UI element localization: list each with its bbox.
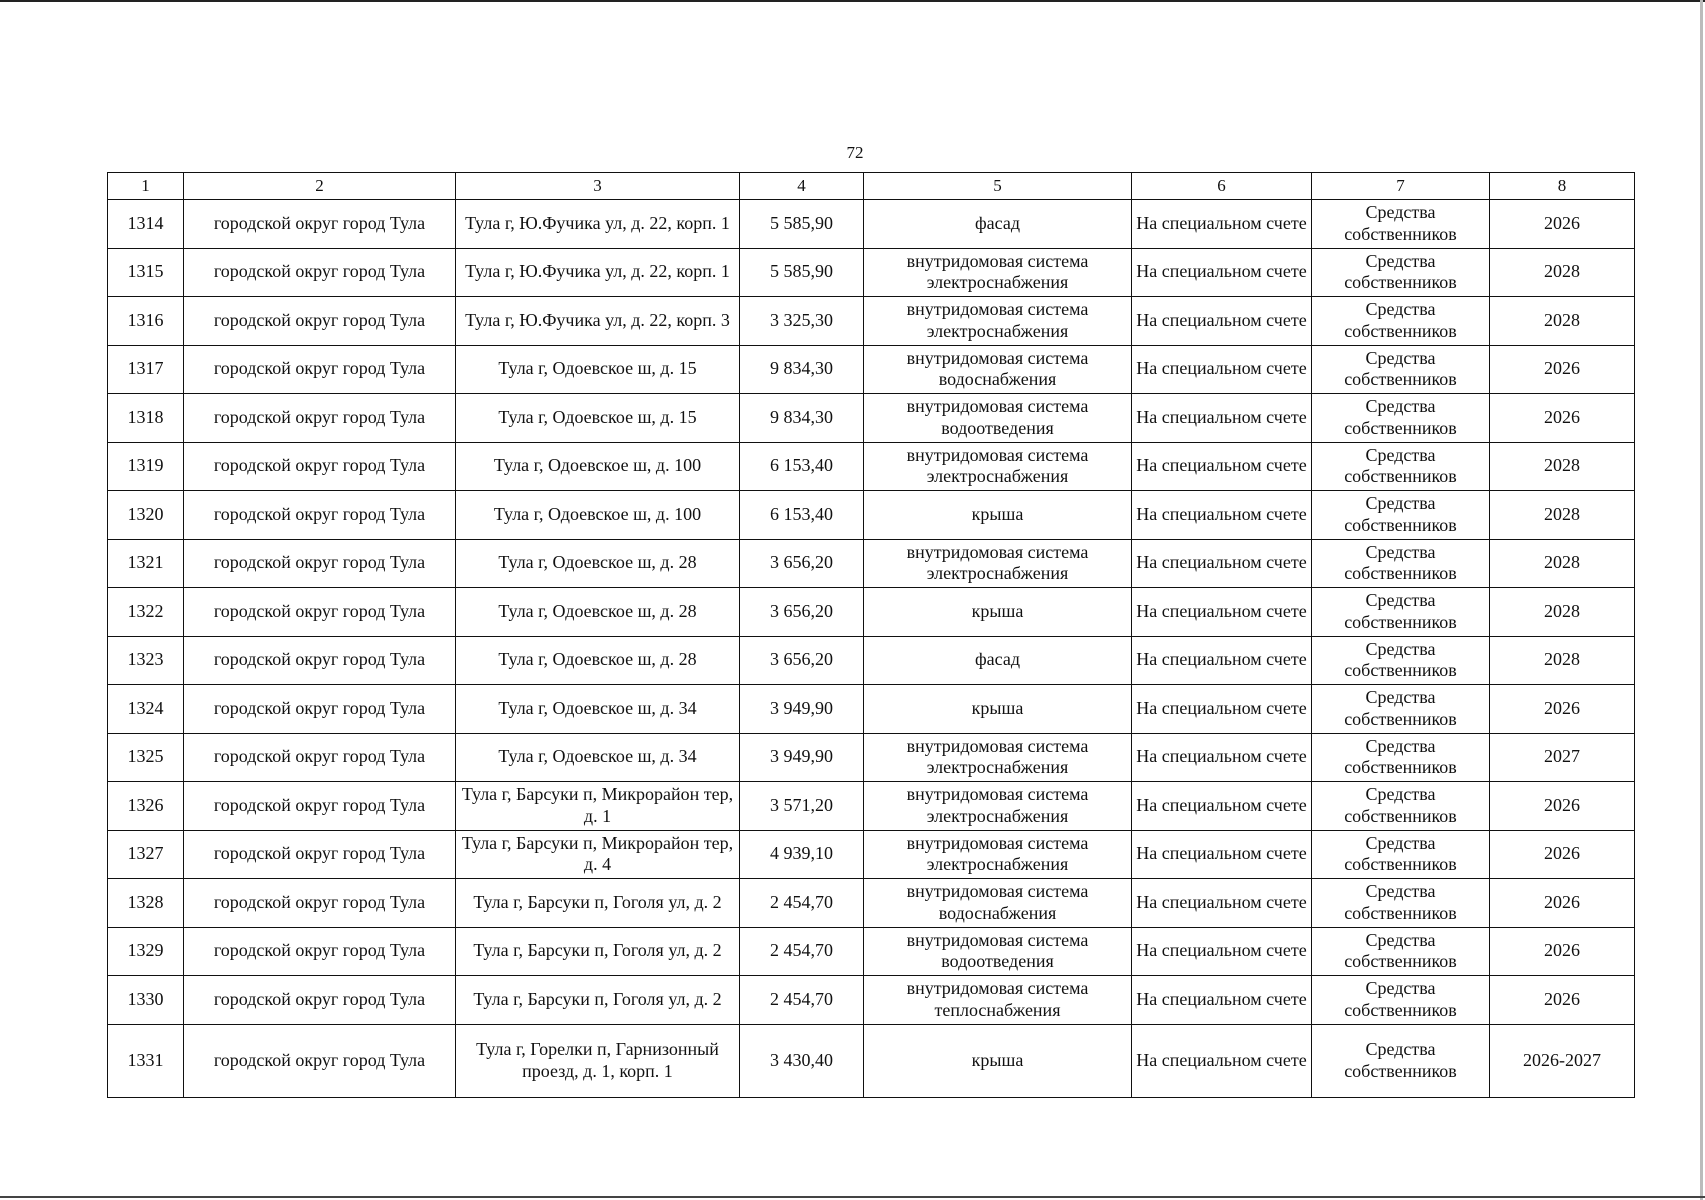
planned-year-cell: 2026: [1490, 879, 1635, 928]
funding-source-cell: Средства собственников: [1312, 248, 1490, 297]
structural-element-cell: фасад: [864, 200, 1132, 249]
structural-element-cell: крыша: [864, 1024, 1132, 1097]
page-number: 72: [846, 143, 864, 162]
planned-year-cell: 2028: [1490, 442, 1635, 491]
row-number: 1328: [108, 879, 184, 928]
scan-edge-bottom: [0, 1196, 1705, 1198]
table-row: [108, 539, 1635, 588]
fund-method-cell: На специальном счете: [1132, 345, 1312, 394]
municipality-cell: городской округ город Тула: [184, 248, 456, 297]
fund-method-cell: На специальном счете: [1132, 685, 1312, 734]
area-cell: 2 454,70: [740, 927, 864, 976]
structural-element-cell: внутридомовая система электроснабжения: [864, 733, 1132, 782]
municipality-cell: городской округ город Тула: [184, 345, 456, 394]
municipality-cell: городской округ город Тула: [184, 879, 456, 928]
address-cell: Тула г, Одоевское ш, д. 28: [456, 636, 740, 685]
column-header: 8: [1490, 173, 1635, 200]
planned-year-cell: 2028: [1490, 636, 1635, 685]
table-row: [108, 1024, 1635, 1097]
table-row: [108, 636, 1635, 685]
scan-edge-right: [1700, 0, 1703, 1200]
planned-year-cell: 2026: [1490, 830, 1635, 879]
municipality-cell: городской округ город Тула: [184, 539, 456, 588]
table-row: [108, 927, 1635, 976]
fund-method-cell: На специальном счете: [1132, 297, 1312, 346]
row-number: 1314: [108, 200, 184, 249]
address-cell: Тула г, Одоевское ш, д. 34: [456, 685, 740, 734]
planned-year-cell: 2026: [1490, 685, 1635, 734]
structural-element-cell: крыша: [864, 685, 1132, 734]
funding-source-cell: Средства собственников: [1312, 491, 1490, 540]
area-cell: 5 585,90: [740, 248, 864, 297]
funding-source-cell: Средства собственников: [1312, 685, 1490, 734]
address-cell: Тула г, Одоевское ш, д. 15: [456, 394, 740, 443]
table-row: [108, 733, 1635, 782]
address-cell: Тула г, Одоевское ш, д. 28: [456, 539, 740, 588]
municipality-cell: городской округ город Тула: [184, 636, 456, 685]
fund-method-cell: На специальном счете: [1132, 927, 1312, 976]
area-cell: 5 585,90: [740, 200, 864, 249]
planned-year-cell: 2026: [1490, 345, 1635, 394]
area-cell: 3 430,40: [740, 1024, 864, 1097]
structural-element-cell: внутридомовая система электроснабжения: [864, 539, 1132, 588]
fund-method-cell: На специальном счете: [1132, 200, 1312, 249]
table-row: [108, 297, 1635, 346]
row-number: 1316: [108, 297, 184, 346]
row-number: 1324: [108, 685, 184, 734]
fund-method-cell: На специальном счете: [1132, 248, 1312, 297]
structural-element-cell: внутридомовая система электроснабжения: [864, 442, 1132, 491]
fund-method-cell: На специальном счете: [1132, 733, 1312, 782]
planned-year-cell: 2028: [1490, 539, 1635, 588]
municipality-cell: городской округ город Тула: [184, 976, 456, 1025]
address-cell: Тула г, Горелки п, Гарнизонный проезд, д. 1, корп. 1: [456, 1024, 740, 1097]
address-cell: Тула г, Барсуки п, Микрорайон тер, д. 4: [456, 830, 740, 879]
area-cell: 6 153,40: [740, 491, 864, 540]
planned-year-cell: 2026: [1490, 782, 1635, 831]
column-header: 4: [740, 173, 864, 200]
municipality-cell: городской округ город Тула: [184, 588, 456, 637]
fund-method-cell: На специальном счете: [1132, 588, 1312, 637]
funding-source-cell: Средства собственников: [1312, 879, 1490, 928]
structural-element-cell: внутридомовая система водоснабжения: [864, 879, 1132, 928]
structural-element-cell: фасад: [864, 636, 1132, 685]
planned-year-cell: 2026: [1490, 927, 1635, 976]
area-cell: 3 949,90: [740, 685, 864, 734]
area-cell: 3 656,20: [740, 539, 864, 588]
structural-element-cell: внутридомовая система водоснабжения: [864, 345, 1132, 394]
table-row: [108, 394, 1635, 443]
planned-year-cell: 2028: [1490, 491, 1635, 540]
funding-source-cell: Средства собственников: [1312, 345, 1490, 394]
address-cell: Тула г, Барсуки п, Микрорайон тер, д. 1: [456, 782, 740, 831]
table-row: [108, 248, 1635, 297]
municipality-cell: городской округ город Тула: [184, 685, 456, 734]
municipality-cell: городской округ город Тула: [184, 297, 456, 346]
row-number: 1318: [108, 394, 184, 443]
structural-element-cell: внутридомовая система электроснабжения: [864, 297, 1132, 346]
row-number: 1319: [108, 442, 184, 491]
fund-method-cell: На специальном счете: [1132, 442, 1312, 491]
address-cell: Тула г, Одоевское ш, д. 34: [456, 733, 740, 782]
funding-source-cell: Средства собственников: [1312, 539, 1490, 588]
planned-year-cell: 2027: [1490, 733, 1635, 782]
fund-method-cell: На специальном счете: [1132, 830, 1312, 879]
fund-method-cell: На специальном счете: [1132, 782, 1312, 831]
funding-source-cell: Средства собственников: [1312, 1024, 1490, 1097]
structural-element-cell: внутридомовая система электроснабжения: [864, 830, 1132, 879]
area-cell: 3 656,20: [740, 588, 864, 637]
structural-element-cell: внутридомовая система электроснабжения: [864, 248, 1132, 297]
address-cell: Тула г, Барсуки п, Гоголя ул, д. 2: [456, 927, 740, 976]
area-cell: 9 834,30: [740, 394, 864, 443]
table-row: [108, 782, 1635, 831]
row-number: 1329: [108, 927, 184, 976]
address-cell: Тула г, Одоевское ш, д. 100: [456, 442, 740, 491]
row-number: 1317: [108, 345, 184, 394]
row-number: 1315: [108, 248, 184, 297]
funding-source-cell: Средства собственников: [1312, 200, 1490, 249]
structural-element-cell: внутридомовая система водоотведения: [864, 394, 1132, 443]
structural-element-cell: внутридомовая система теплоснабжения: [864, 976, 1132, 1025]
table-row: [108, 345, 1635, 394]
row-number: 1325: [108, 733, 184, 782]
funding-source-cell: Средства собственников: [1312, 442, 1490, 491]
table-row: [108, 830, 1635, 879]
address-cell: Тула г, Барсуки п, Гоголя ул, д. 2: [456, 879, 740, 928]
table-row: [108, 685, 1635, 734]
area-cell: 6 153,40: [740, 442, 864, 491]
fund-method-cell: На специальном счете: [1132, 394, 1312, 443]
area-cell: 2 454,70: [740, 879, 864, 928]
address-cell: Тула г, Барсуки п, Гоголя ул, д. 2: [456, 976, 740, 1025]
row-number: 1326: [108, 782, 184, 831]
funding-source-cell: Средства собственников: [1312, 830, 1490, 879]
column-header: 7: [1312, 173, 1490, 200]
area-cell: 4 939,10: [740, 830, 864, 879]
area-cell: 3 949,90: [740, 733, 864, 782]
area-cell: 3 571,20: [740, 782, 864, 831]
municipality-cell: городской округ город Тула: [184, 442, 456, 491]
funding-source-cell: Средства собственников: [1312, 394, 1490, 443]
row-number: 1331: [108, 1024, 184, 1097]
address-cell: Тула г, Ю.Фучика ул, д. 22, корп. 3: [456, 297, 740, 346]
funding-source-cell: Средства собственников: [1312, 976, 1490, 1025]
table-row: [108, 976, 1635, 1025]
fund-method-cell: На специальном счете: [1132, 491, 1312, 540]
column-header: 5: [864, 173, 1132, 200]
planned-year-cell: 2026: [1490, 200, 1635, 249]
table-row: [108, 588, 1635, 637]
row-number: 1321: [108, 539, 184, 588]
fund-method-cell: На специальном счете: [1132, 1024, 1312, 1097]
area-cell: 3 656,20: [740, 636, 864, 685]
funding-source-cell: Средства собственников: [1312, 297, 1490, 346]
funding-source-cell: Средства собственников: [1312, 733, 1490, 782]
table-row: [108, 879, 1635, 928]
planned-year-cell: 2026: [1490, 976, 1635, 1025]
row-number: 1330: [108, 976, 184, 1025]
structural-element-cell: внутридомовая система электроснабжения: [864, 782, 1132, 831]
table-row: [108, 491, 1635, 540]
planned-year-cell: 2028: [1490, 297, 1635, 346]
address-cell: Тула г, Одоевское ш, д. 100: [456, 491, 740, 540]
row-number: 1327: [108, 830, 184, 879]
municipality-cell: городской округ город Тула: [184, 491, 456, 540]
fund-method-cell: На специальном счете: [1132, 539, 1312, 588]
structural-element-cell: крыша: [864, 491, 1132, 540]
funding-source-cell: Средства собственников: [1312, 636, 1490, 685]
structural-element-cell: крыша: [864, 588, 1132, 637]
municipality-cell: городской округ город Тула: [184, 200, 456, 249]
area-cell: 3 325,30: [740, 297, 864, 346]
column-header: 6: [1132, 173, 1312, 200]
column-number-row: [108, 173, 1635, 200]
fund-method-cell: На специальном счете: [1132, 636, 1312, 685]
planned-year-cell: 2026: [1490, 394, 1635, 443]
planned-year-cell: 2028: [1490, 248, 1635, 297]
planned-year-cell: 2028: [1490, 588, 1635, 637]
municipality-cell: городской округ город Тула: [184, 1024, 456, 1097]
municipality-cell: городской округ город Тула: [184, 733, 456, 782]
address-cell: Тула г, Одоевское ш, д. 28: [456, 588, 740, 637]
scan-edge-top: [0, 0, 1705, 2]
row-number: 1323: [108, 636, 184, 685]
column-header: 1: [108, 173, 184, 200]
area-cell: 2 454,70: [740, 976, 864, 1025]
table-row: [108, 442, 1635, 491]
column-header: 2: [184, 173, 456, 200]
table-row: [108, 200, 1635, 249]
area-cell: 9 834,30: [740, 345, 864, 394]
municipality-cell: городской округ город Тула: [184, 927, 456, 976]
address-cell: Тула г, Ю.Фучика ул, д. 22, корп. 1: [456, 248, 740, 297]
row-number: 1322: [108, 588, 184, 637]
structural-element-cell: внутридомовая система водоотведения: [864, 927, 1132, 976]
fund-method-cell: На специальном счете: [1132, 976, 1312, 1025]
row-number: 1320: [108, 491, 184, 540]
repair-program-table: [107, 172, 1635, 1098]
municipality-cell: городской округ город Тула: [184, 830, 456, 879]
address-cell: Тула г, Одоевское ш, д. 15: [456, 345, 740, 394]
municipality-cell: городской округ город Тула: [184, 394, 456, 443]
column-header: 3: [456, 173, 740, 200]
funding-source-cell: Средства собственников: [1312, 782, 1490, 831]
fund-method-cell: На специальном счете: [1132, 879, 1312, 928]
funding-source-cell: Средства собственников: [1312, 588, 1490, 637]
municipality-cell: городской округ город Тула: [184, 782, 456, 831]
planned-year-cell: 2026-2027: [1490, 1024, 1635, 1097]
address-cell: Тула г, Ю.Фучика ул, д. 22, корп. 1: [456, 200, 740, 249]
funding-source-cell: Средства собственников: [1312, 927, 1490, 976]
